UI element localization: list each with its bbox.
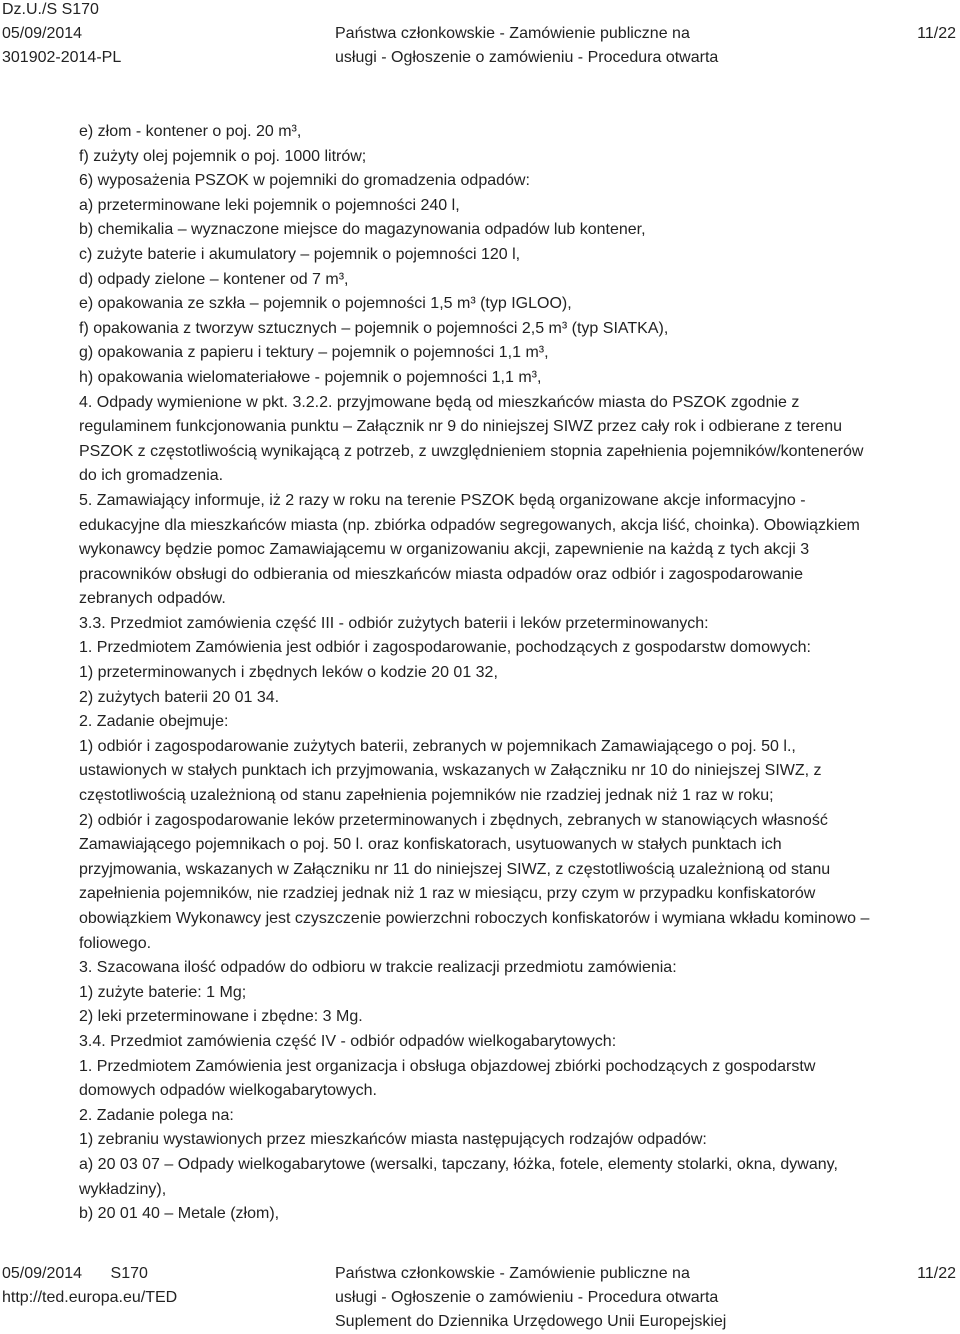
body-line: 1) zebraniu wystawionych przez mieszkańców miasta następujących rodzajów odpadów: [79, 1131, 707, 1149]
body-line: domowych odpadów wielkogabarytowych. [79, 1082, 377, 1100]
body-line: 5. Zamawiający informuje, iż 2 razy w roku na terenie PSZOK będą organizowane akcje informacyjno - [79, 491, 806, 509]
footer-title-line3: Suplement do Dziennika Urzędowego Unii Europejskiej [335, 1313, 727, 1330]
header-title-line1: Państwa członkowskie - Zamówienie publiczne na [335, 25, 690, 42]
footer-title-line1: Państwa członkowskie - Zamówienie publiczne na [335, 1265, 690, 1282]
header-date: 05/09/2014 [2, 25, 83, 42]
body-line: g) opakowania z papieru i tektury – pojemnik o pojemności 1,1 m³, [79, 344, 549, 362]
body-line: 2) odbiór i zagospodarowanie leków przeterminowanych i zbędnych, zebranych w stanowiących własność [79, 811, 828, 829]
header-doc-id: Dz.U./S S170 [2, 1, 99, 18]
body-line: 3.4. Przedmiot zamówienia część IV - odbiór odpadów wielkogabarytowych: [79, 1032, 617, 1050]
header-left [2, 0, 121, 70]
footer-left [2, 1262, 177, 1310]
body-line: 3.3. Przedmiot zamówienia część III - odbiór zużytych baterii i leków przeterminowanych: [79, 614, 709, 632]
body-line: pracowników obsługi do odbierania od mieszkańców miasta odpadów oraz odbiór i zagospodarowanie [79, 565, 803, 583]
body-line: wykładziny), [79, 1180, 167, 1198]
body-line: 1. Przedmiotem Zamówienia jest odbiór i zagospodarowanie, pochodzących z gospodarstw domowych: [79, 639, 811, 657]
body-line: a) przeterminowane leki pojemnik o pojemności 240 l, [79, 196, 460, 214]
body-line: przyjmowania, wskazanych w Załączniku nr 11 do niniejszej SIWZ, z częstotliwością uzależnioną od stanu [79, 860, 831, 878]
header-center [335, 22, 755, 70]
body-line: zapełnienia pojemników, nie rzadziej jednak niż 1 raz w miesiącu, przy czym w przypadku konfiskatorów [79, 885, 816, 903]
body-line: 2. Zadanie obejmuje: [79, 713, 229, 731]
body-line: wykonawcy będzie pomoc Zamawiającemu w organizowaniu akcji, zapewnienie na każdą z tych akcji 3 [79, 541, 810, 559]
document-body [79, 120, 951, 1227]
footer-right [917, 1262, 956, 1286]
body-line: 1) odbiór i zagospodarowanie zużytych baterii, zebranych w pojemnikach Zamawiającego o poj. 50 l., [79, 737, 796, 755]
body-line: d) odpady zielone – kontener od 7 m³, [79, 270, 349, 288]
body-line: 1. Przedmiotem Zamówienia jest organizacja i obsługa objazdowej zbiórki pochodzących z gospodarstw [79, 1057, 816, 1075]
body-line: 1) zużyte baterie: 1 Mg; [79, 983, 247, 1001]
body-line: e) opakowania ze szkła – pojemnik o pojemności 1,5 m³ (typ IGLOO), [79, 295, 572, 313]
header-right [917, 22, 956, 46]
header-page-number: 11/22 [917, 25, 956, 42]
page-footer [0, 1262, 960, 1334]
page-header [0, 0, 960, 74]
body-line: foliowego. [79, 934, 152, 952]
footer-date: 05/09/2014 [2, 1265, 83, 1282]
footer-code: S170 [110, 1265, 148, 1282]
footer-title-line2: usługi - Ogłoszenie o zamówieniu - Procedura otwarta [335, 1289, 719, 1306]
body-line: edukacyjne dla mieszkańców miasta (np. zbiórka odpadów segregowanych, akcja liść, choinka). Obowiązkiem [79, 516, 860, 534]
body-line: f) zużyty olej pojemnik o poj. 1000 litrów; [79, 147, 367, 165]
body-line: a) 20 03 07 – Odpady wielkogabarytowe (wersalki, tapczany, łóżka, fotele, elementy stolarki, okna, dywany, [79, 1155, 838, 1173]
body-line: h) opakowania wielomateriałowe - pojemnik o pojemności 1,1 m³, [79, 368, 542, 386]
footer-center [335, 1262, 775, 1334]
header-ref: 301902-2014-PL [2, 49, 122, 66]
body-line: 1) przeterminowanych i zbędnych leków o kodzie 20 01 32, [79, 664, 498, 682]
footer-page-number: 11/22 [917, 1265, 956, 1282]
footer-url: http://ted.europa.eu/TED [2, 1289, 178, 1306]
body-line: ustawionych w stałych punktach ich przyjmowania, wskazanych w Załączniku nr 10 do niniejszej SIWZ, z [79, 762, 822, 780]
footer-date-row [2, 1262, 177, 1286]
body-line: do ich gromadzenia. [79, 467, 224, 485]
body-line: c) zużyte baterie i akumulatory – pojemnik o pojemności 120 l, [79, 245, 521, 263]
body-line: Zamawiającego pojemnikach o poj. 50 l. oraz konfiskatorach, usytuowanych w stałych punktach ich [79, 836, 782, 854]
body-line: obowiązkiem Wykonawcy jest czyszczenie powierzchni roboczych konfiskatorów i wymiana wkładu kominowo – [79, 910, 870, 927]
body-line: 2) leki przeterminowane i zbędne: 3 Mg. [79, 1008, 363, 1026]
body-line: 6) wyposażenia PSZOK w pojemniki do gromadzenia odpadów: [79, 172, 530, 190]
body-line: 2. Zadanie polega na: [79, 1106, 234, 1124]
body-line: PSZOK z częstotliwością wynikającą z potrzeb, z uwzględnieniem stopnia zapełnienia pojemników/kontenerów [79, 442, 864, 460]
body-line: 3. Szacowana ilość odpadów do odbioru w trakcie realizacji przedmiotu zamówienia: [79, 959, 677, 977]
body-line: zebranych odpadów. [79, 590, 226, 608]
body-line: regulaminem funkcjonowania punktu – Załącznik nr 9 do niniejszej SIWZ przez cały rok i odbierane z terenu [79, 418, 843, 436]
body-line: 2) zużytych baterii 20 01 34. [79, 688, 280, 706]
body-line: f) opakowania z tworzyw sztucznych – pojemnik o pojemności 2,5 m³ (typ SIATKA), [79, 319, 669, 337]
body-line: 4. Odpady wymienione w pkt. 3.2.2. przyjmowane będą od mieszkańców miasta do PSZOK zgodnie z [79, 393, 800, 411]
body-line: b) 20 01 40 – Metale (złom), [79, 1205, 280, 1223]
header-title-line2: usługi - Ogłoszenie o zamówieniu - Procedura otwarta [335, 49, 719, 66]
body-line: b) chemikalia – wyznaczone miejsce do magazynowania odpadów lub kontener, [79, 221, 646, 239]
body-line: e) złom - kontener o poj. 20 m³, [79, 123, 302, 140]
body-line: częstotliwością uzależnioną od stanu zapełnienia pojemników nie rzadziej jednak niż 1 raz w roku; [79, 787, 774, 805]
